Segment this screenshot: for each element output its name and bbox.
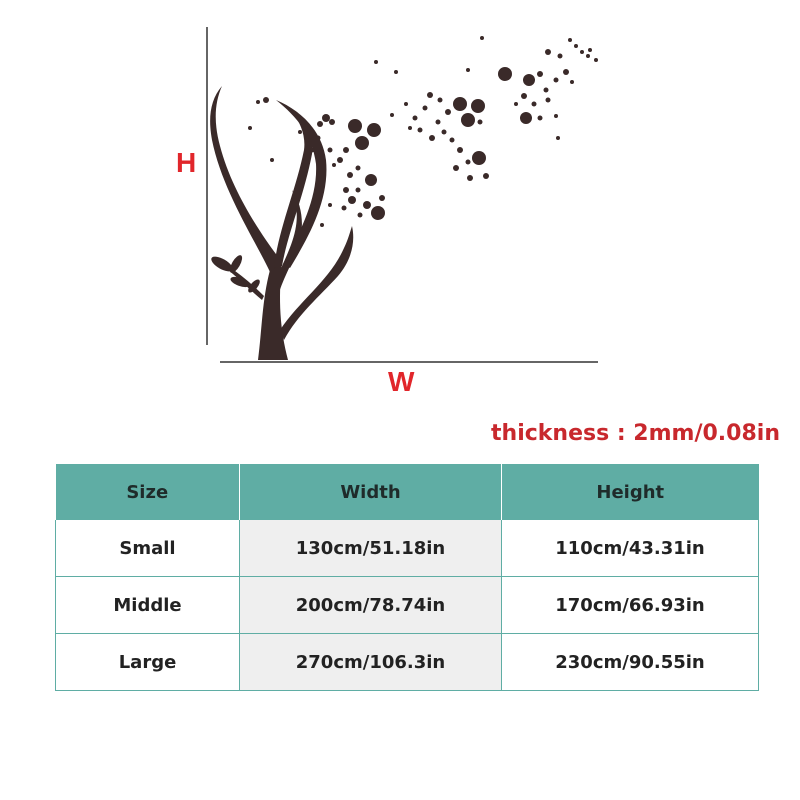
- width-cell: 270cm/106.3in: [240, 634, 502, 691]
- tree-stems: [209, 86, 353, 360]
- width-cell: 130cm/51.18in: [240, 520, 502, 577]
- size-cell: Small: [56, 520, 240, 577]
- table-row: [56, 634, 759, 691]
- size-cell: Large: [56, 634, 240, 691]
- header-size: Size: [56, 464, 240, 520]
- table-row: [56, 520, 759, 577]
- header-height: Height: [502, 464, 759, 520]
- size-table: [55, 464, 759, 691]
- height-label: H: [176, 147, 197, 178]
- table-row: [56, 577, 759, 634]
- size-cell: Middle: [56, 577, 240, 634]
- width-cell: 200cm/78.74in: [240, 577, 502, 634]
- thickness-note: thickness : 2mm/0.08in: [491, 421, 780, 446]
- height-cell: 230cm/90.55in: [502, 634, 759, 691]
- header-width: Width: [240, 464, 502, 520]
- height-cell: 110cm/43.31in: [502, 520, 759, 577]
- height-cell: 170cm/66.93in: [502, 577, 759, 634]
- width-label: W: [388, 366, 415, 397]
- table-header-row: [56, 464, 759, 520]
